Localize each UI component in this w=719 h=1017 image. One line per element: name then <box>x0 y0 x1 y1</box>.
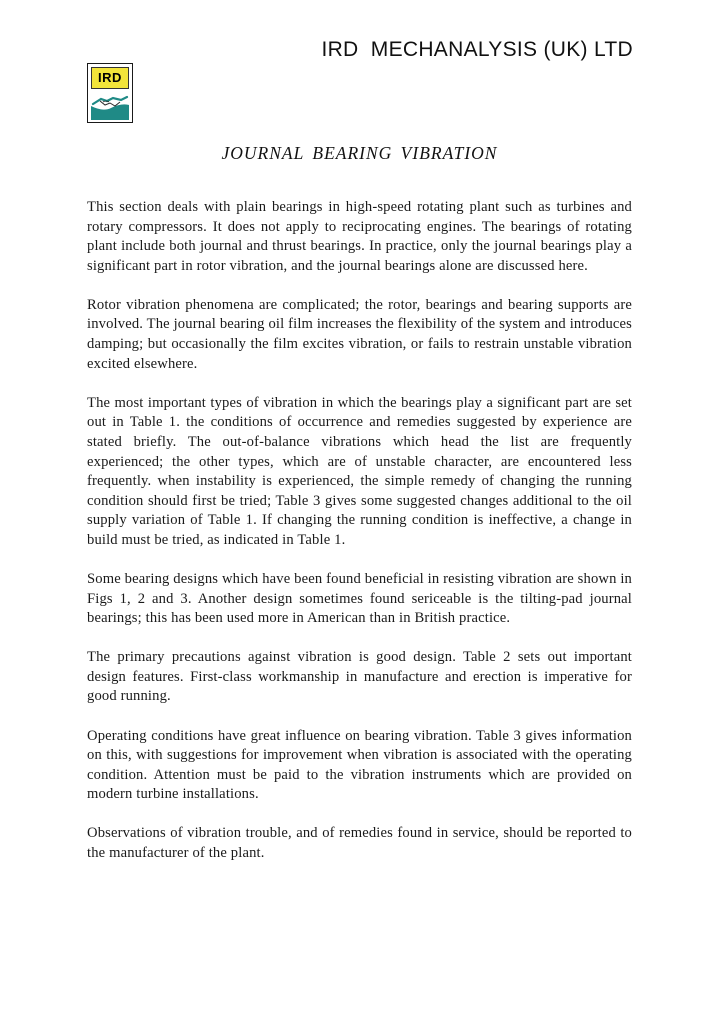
document-body <box>87 198 632 883</box>
paragraph-rotor-vibration: Rotor vibration phenomena are complicated; the rotor, bearings and bearing supports are involved. The journal bearing oil film increases the flexibility of the system and introduces damping; but occasionally the film excites vibration, or fails to restrain unstable vibration excited elsewhere. <box>87 296 632 372</box>
handshake-icon <box>91 92 129 120</box>
paragraph-operating-conditions: Operating conditions have great influence on bearing vibration. Table 3 gives information on this, with suggestions for improvement when vibration is associated with the operating condition. Attention must be paid to the vibration instruments which are provided on modern turbine installations. <box>87 727 632 803</box>
logo-banner <box>91 67 129 89</box>
paragraph-precautions: The primary precautions against vibration is good design. Table 2 sets out important design features. First-class workmanship in manufacture and erection is imperative for good running. <box>87 649 632 705</box>
paragraph-vibration-types: The most important types of vibration in which the bearings play a significant part are set out in Table 1. the conditions of occurrence and remedies suggested by experience are stated briefly. The out-of-balance vibrations which head the list are frequently experienced; the other types, which are of unstable character, are encountered less frequently. when instability is experienced, the simple remedy of changing the running condition should first be tried; Table 3 gives some suggested changes additional to the oil supply variation of Table 1. If changing the running condition is ineffective, a change in build must be tried, as indicated in Table 1. <box>87 394 632 548</box>
company-name: IRD MECHANALYSIS (UK) LTD <box>321 38 633 61</box>
paragraph-observations: Observations of vibration trouble, and of remedies found in service, should be reported to the manufacturer of the plant. <box>87 825 632 862</box>
paragraph-bearing-designs: Some bearing designs which have been found beneficial in resisting vibration are shown in Figs 1, 2 and 3. Another design sometimes found sericeable is the tilting-pad journal bearings; this has been used more in American than in British practice. <box>87 571 632 627</box>
paragraph-intro: This section deals with plain bearings in high-speed rotating plant such as turbines and rotary compressors. It does not apply to reciprocating engines. The bearings of rotating plant include both journal and thrust bearings. In practice, only the journal bearings play a significant part in rotor vibration, and the journal bearings alone are discussed here. <box>87 199 632 274</box>
document-title: JOURNAL BEARING VIBRATION <box>221 143 498 163</box>
company-logo <box>87 63 133 123</box>
logo-text: IRD <box>98 70 122 85</box>
